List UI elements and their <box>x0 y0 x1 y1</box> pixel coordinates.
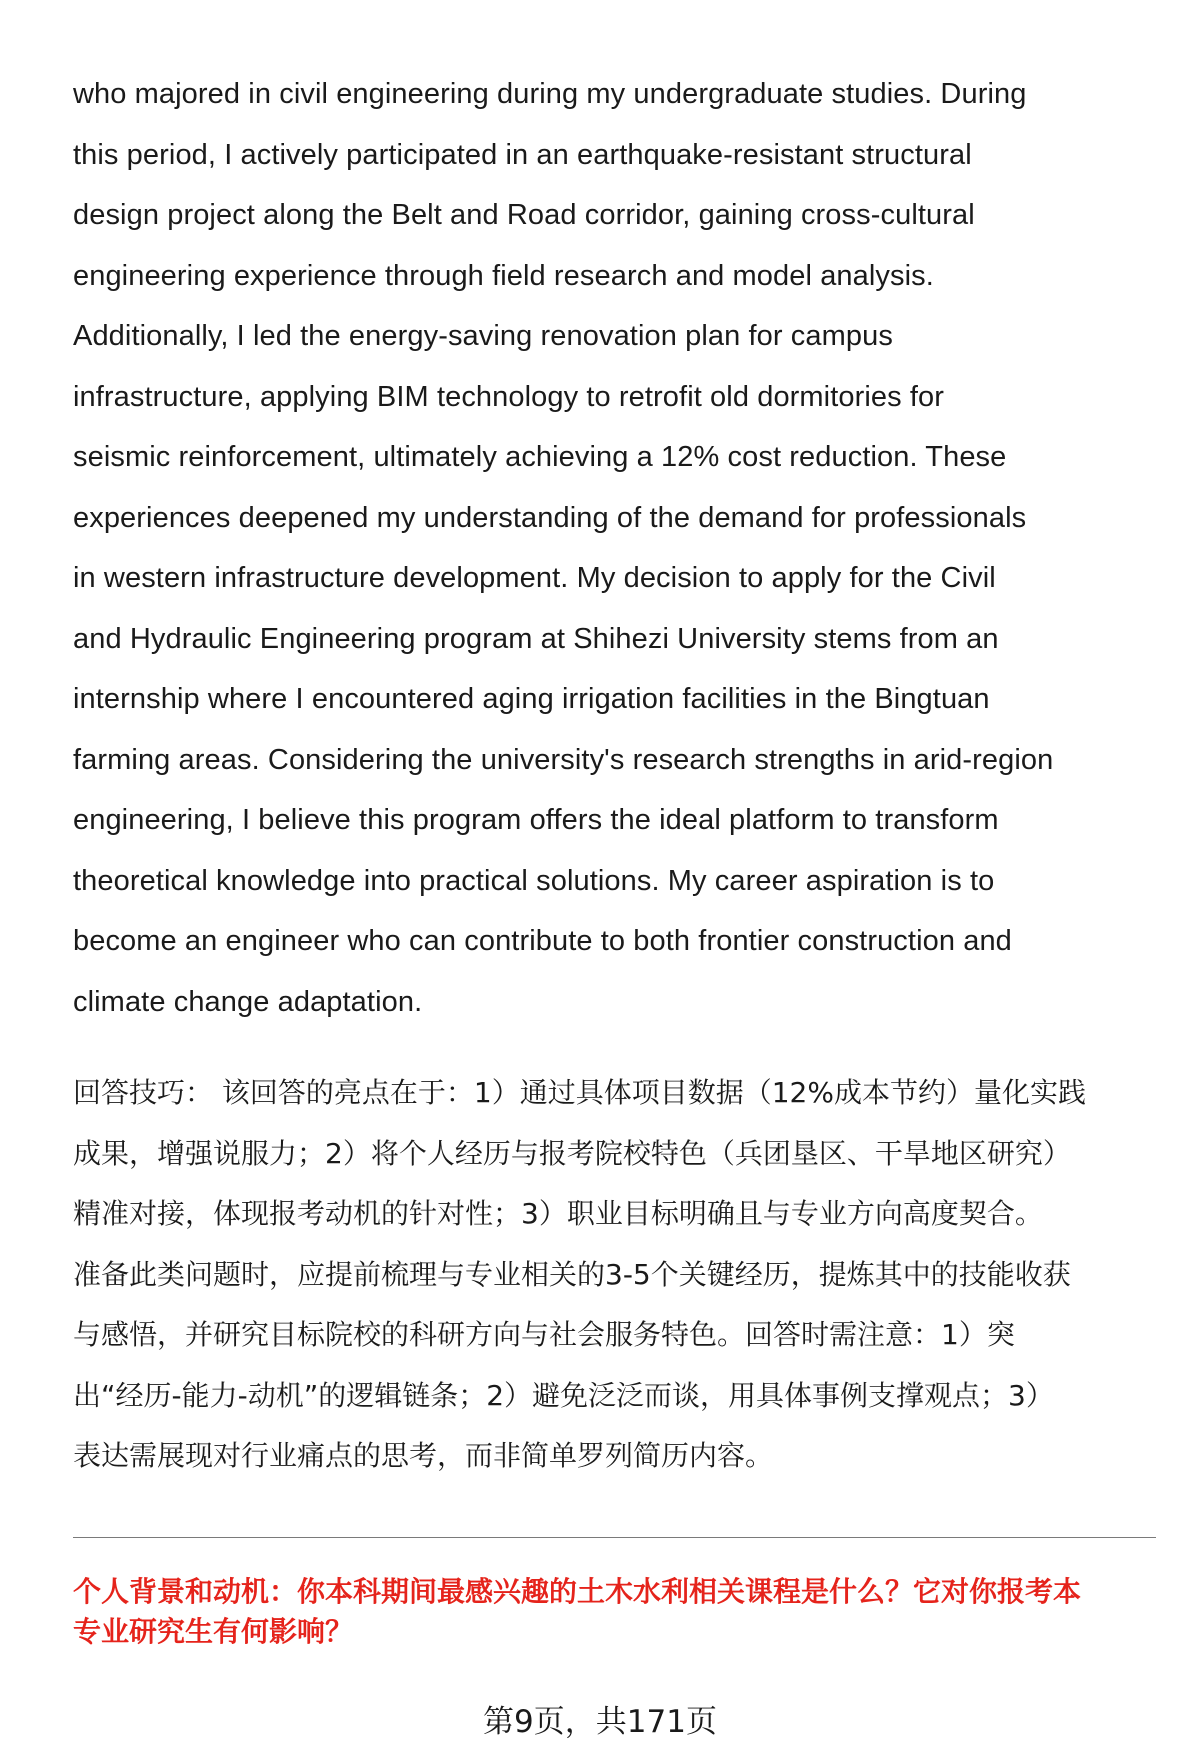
answer-line: design project along the Belt and Road corridor, gaining cross-cultural <box>73 199 975 231</box>
answer-line: this period, I actively participated in an earthquake-resistant structural <box>73 138 972 171</box>
answer-line: internship where I encountered aging irrigation facilities in the Bingtuan <box>73 683 990 715</box>
answer-line: theoretical knowledge into practical solutions. My career aspiration is to <box>73 864 995 897</box>
question-heading <box>73 1572 1160 1652</box>
tips-line: 与感悟，并研究目标院校的科研方向与社会服务特色。回答时需注意：1）突 <box>73 1318 1015 1351</box>
answer-line: infrastructure, applying BIM technology to retrofit old dormitories for <box>73 380 945 413</box>
section-divider <box>73 1537 1156 1538</box>
answer-line: experiences deepened my understanding of the demand for professionals <box>73 501 1027 534</box>
answer-line: in western infrastructure development. My decision to apply for the Civil <box>73 562 996 594</box>
tips-line: 精准对接，体现报考动机的针对性；3）职业目标明确且与专业方向高度契合。 <box>73 1197 1043 1230</box>
page-number-footer: 第9页，共171页 <box>483 1704 717 1740</box>
answer-line: and Hydraulic Engineering program at Shihezi University stems from an <box>73 622 999 655</box>
answer-tips-paragraph <box>73 1063 1160 1487</box>
answer-line: Additionally, I led the energy-saving renovation plan for campus <box>73 320 893 352</box>
question-line: 个人背景和动机：你本科期间最感兴趣的土木水利相关课程是什么？它对你报考本 <box>73 1575 1082 1608</box>
tips-line: 回答技巧： 该回答的亮点在于：1）通过具体项目数据（12%成本节约）量化实践 <box>73 1076 1086 1109</box>
answer-line: farming areas. Considering the university's research strengths in arid-region <box>73 743 1054 776</box>
tips-line: 成果，增强说服力；2）将个人经历与报考院校特色（兵团垦区、干旱地区研究） <box>73 1136 1071 1170</box>
tips-line: 出“经历-能力-动机”的逻辑链条；2）避免泛泛而谈，用具体事例支撑观点；3） <box>73 1378 1054 1412</box>
answer-line: climate change adaptation. <box>73 985 423 1018</box>
tips-line: 准备此类问题时，应提前梳理与专业相关的3-5个关键经历，提炼其中的技能收获 <box>73 1257 1071 1291</box>
question-line: 专业研究生有何影响？ <box>73 1615 354 1648</box>
answer-line: seismic reinforcement, ultimately achieving a 12% cost reduction. These <box>73 441 1007 473</box>
answer-line: become an engineer who can contribute to both frontier construction and <box>73 925 1012 957</box>
tips-line: 表达需展现对行业痛点的思考，而非简单罗列简历内容。 <box>73 1439 774 1472</box>
answer-line: engineering, I believe this program offers the ideal platform to transform <box>73 804 999 836</box>
sample-answer-paragraph <box>73 64 1160 1032</box>
answer-line: who majored in civil engineering during my undergraduate studies. During <box>73 78 1027 110</box>
answer-line: engineering experience through field research and model analysis. <box>73 259 934 292</box>
